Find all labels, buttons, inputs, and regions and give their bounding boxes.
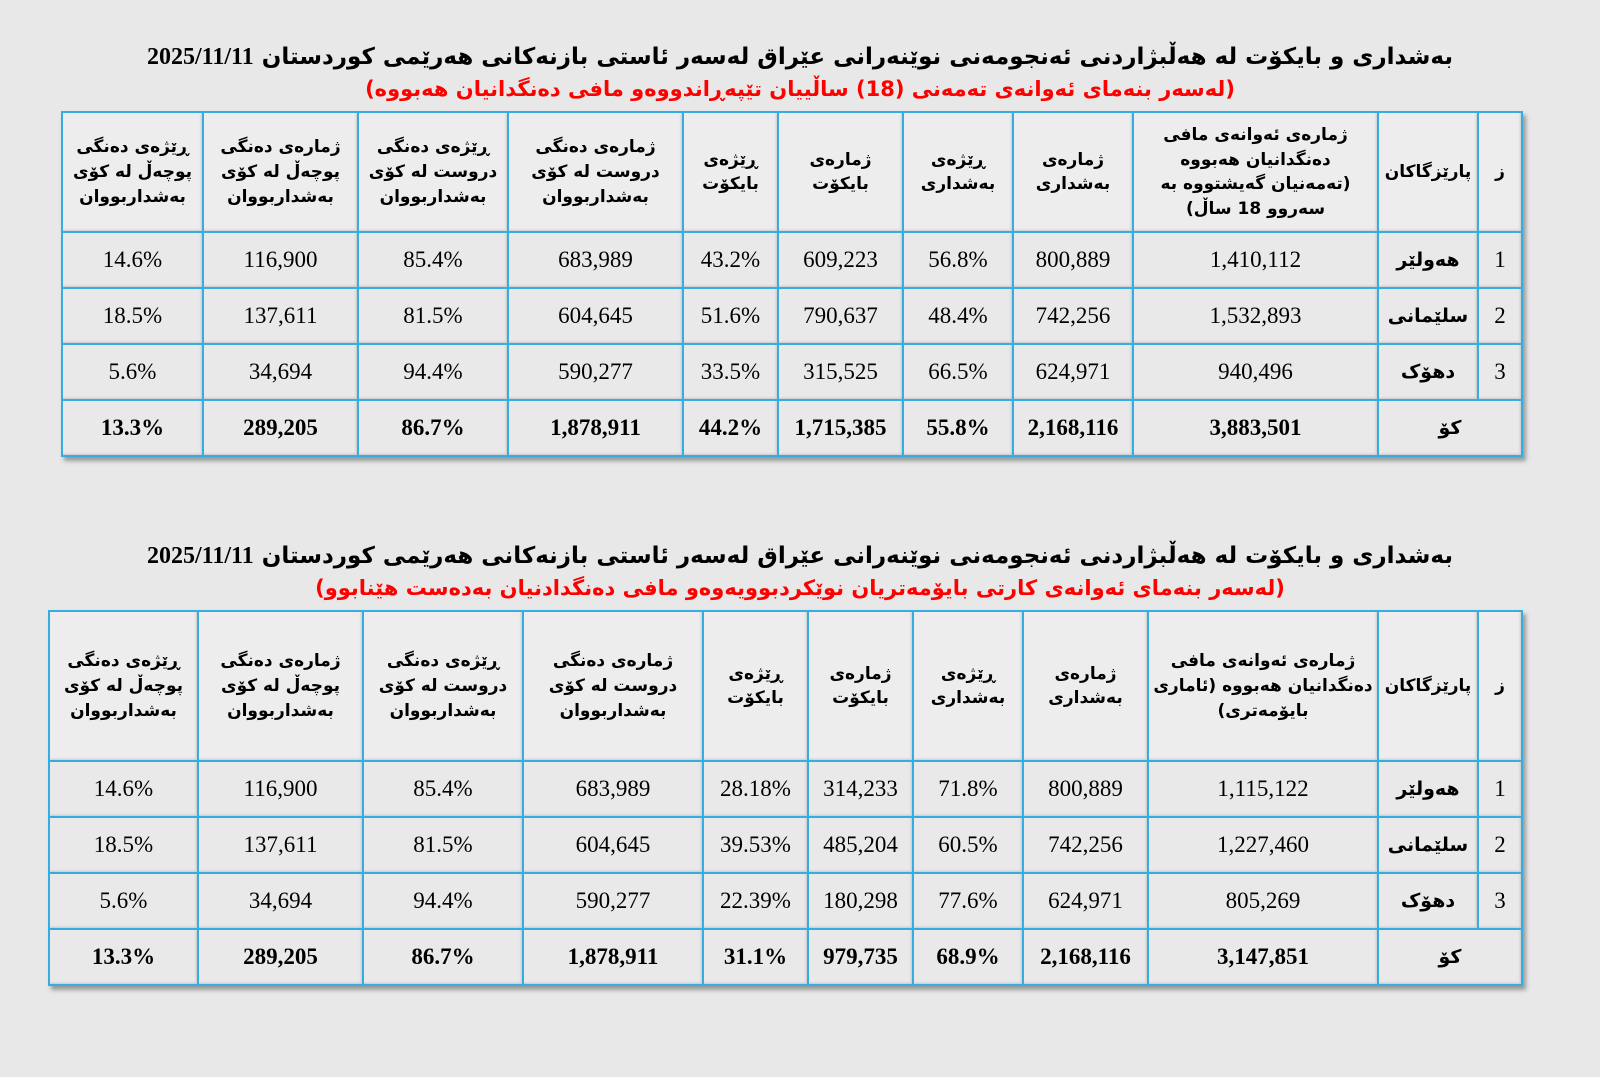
table-row bbox=[49, 817, 1522, 873]
section-age-based bbox=[0, 0, 1600, 457]
cell-valid-rate: 81.5% bbox=[363, 817, 523, 873]
cell-valid-count: 604,645 bbox=[508, 288, 683, 344]
cell-invalid-count: 137,611 bbox=[203, 288, 358, 344]
cell-valid-count: 683,989 bbox=[508, 232, 683, 288]
header-row bbox=[62, 112, 1522, 232]
cell-invalid-rate: 18.5% bbox=[49, 817, 198, 873]
header-cell-valid-rate: ڕێژەی دەنگی دروست لە کۆی بەشداربووان bbox=[358, 112, 508, 232]
cell-boycott-count: 315,525 bbox=[778, 344, 903, 400]
section-title bbox=[0, 0, 1600, 72]
cell-eligible: 1,410,112 bbox=[1133, 232, 1378, 288]
cell-participation-rate: 60.5% bbox=[913, 817, 1023, 873]
total-boycott-count: 979,735 bbox=[808, 929, 913, 985]
cell-valid-count: 683,989 bbox=[523, 761, 703, 817]
header-cell-index: ز bbox=[1478, 112, 1522, 232]
cell-participation-count: 624,971 bbox=[1013, 344, 1133, 400]
results-table-biometric bbox=[48, 610, 1523, 986]
total-invalid-count: 289,205 bbox=[203, 400, 358, 456]
cell-participation-count: 624,971 bbox=[1023, 873, 1148, 929]
cell-invalid-count: 137,611 bbox=[198, 817, 363, 873]
cell-valid-count: 604,645 bbox=[523, 817, 703, 873]
table-row bbox=[62, 288, 1522, 344]
cell-participation-count: 742,256 bbox=[1023, 817, 1148, 873]
cell-province: سلێمانی bbox=[1378, 288, 1478, 344]
cell-participation-rate: 77.6% bbox=[913, 873, 1023, 929]
header-cell-valid-rate: ڕێژەی دەنگی دروست لە کۆی بەشداربووان bbox=[363, 611, 523, 761]
cell-index: 3 bbox=[1478, 873, 1522, 929]
total-boycott-count: 1,715,385 bbox=[778, 400, 903, 456]
section-biometric-based bbox=[0, 457, 1600, 986]
cell-participation-rate: 48.4% bbox=[903, 288, 1013, 344]
cell-boycott-count: 790,637 bbox=[778, 288, 903, 344]
cell-eligible: 940,496 bbox=[1133, 344, 1378, 400]
cell-eligible: 1,227,460 bbox=[1148, 817, 1378, 873]
cell-province: هەولێر bbox=[1378, 761, 1478, 817]
header-cell-boycott-count: ژمارەی بایکۆت bbox=[778, 112, 903, 232]
header-cell-invalid-rate: ڕێژەی دەنگی پوچەڵ لە کۆی بەشداربووان bbox=[62, 112, 203, 232]
table-row bbox=[62, 232, 1522, 288]
total-boycott-rate: 31.1% bbox=[703, 929, 808, 985]
cell-valid-rate: 94.4% bbox=[363, 873, 523, 929]
cell-eligible: 1,115,122 bbox=[1148, 761, 1378, 817]
cell-boycott-rate: 43.2% bbox=[683, 232, 778, 288]
cell-index: 3 bbox=[1478, 344, 1522, 400]
cell-invalid-rate: 14.6% bbox=[62, 232, 203, 288]
cell-participation-count: 800,889 bbox=[1013, 232, 1133, 288]
total-valid-count: 1,878,911 bbox=[508, 400, 683, 456]
cell-valid-rate: 94.4% bbox=[358, 344, 508, 400]
total-participation-count: 2,168,116 bbox=[1013, 400, 1133, 456]
cell-participation-count: 800,889 bbox=[1023, 761, 1148, 817]
section-subtitle: (لەسەر بنەمای ئەوانەی کارتی بایۆمەتریان نوێکردبوویەوەو مافی دەنگدادنیان بەدەست هێنابوو) bbox=[315, 576, 1285, 601]
cell-index: 2 bbox=[1478, 817, 1522, 873]
header-cell-index: ز bbox=[1478, 611, 1522, 761]
total-invalid-rate: 13.3% bbox=[49, 929, 198, 985]
header-cell-valid-count: ژمارەی دەنگی دروست لە کۆی بەشداربووان bbox=[523, 611, 703, 761]
cell-invalid-count: 34,694 bbox=[198, 873, 363, 929]
cell-valid-count: 590,277 bbox=[523, 873, 703, 929]
total-row bbox=[49, 929, 1522, 985]
header-cell-participation-rate: ڕێژەی بەشداری bbox=[903, 112, 1013, 232]
cell-valid-rate: 81.5% bbox=[358, 288, 508, 344]
cell-province: دهۆک bbox=[1378, 873, 1478, 929]
header-cell-invalid-count: ژمارەی دەنگی پوچەڵ لە کۆی بەشداربووان bbox=[203, 112, 358, 232]
cell-participation-rate: 56.8% bbox=[903, 232, 1013, 288]
cell-province: دهۆک bbox=[1378, 344, 1478, 400]
title-date: 2025/11/11 bbox=[147, 543, 254, 570]
total-row bbox=[62, 400, 1522, 456]
cell-index: 1 bbox=[1478, 761, 1522, 817]
header-cell-boycott-count: ژمارەی بایکۆت bbox=[808, 611, 913, 761]
header-cell-boycott-rate: ڕێژەی بایکۆت bbox=[683, 112, 778, 232]
header-cell-province: پارێزگاکان bbox=[1378, 112, 1478, 232]
header-cell-invalid-rate: ڕێژەی دەنگی پوچەڵ لە کۆی بەشداربووان bbox=[49, 611, 198, 761]
cell-boycott-count: 485,204 bbox=[808, 817, 913, 873]
cell-invalid-count: 116,900 bbox=[198, 761, 363, 817]
total-label-cell: کۆ bbox=[1378, 400, 1522, 456]
total-participation-rate: 55.8% bbox=[903, 400, 1013, 456]
total-valid-count: 1,878,911 bbox=[523, 929, 703, 985]
table-row bbox=[62, 344, 1522, 400]
total-eligible: 3,147,851 bbox=[1148, 929, 1378, 985]
cell-invalid-count: 34,694 bbox=[203, 344, 358, 400]
cell-province: سلێمانی bbox=[1378, 817, 1478, 873]
total-valid-rate: 86.7% bbox=[363, 929, 523, 985]
title-date: 2025/11/11 bbox=[147, 44, 254, 70]
cell-boycott-count: 314,233 bbox=[808, 761, 913, 817]
total-eligible: 3,883,501 bbox=[1133, 400, 1378, 456]
total-participation-rate: 68.9% bbox=[913, 929, 1023, 985]
cell-boycott-rate: 33.5% bbox=[683, 344, 778, 400]
header-cell-boycott-rate: ڕێژەی بایکۆت bbox=[703, 611, 808, 761]
header-cell-eligible: ژمارەی ئەوانەی مافی دەنگدانیان هەبووە (ئاماری بایۆمەتری) bbox=[1148, 611, 1378, 761]
section-subtitle: (لەسەر بنەمای ئەوانەی تەمەنی (18) ساڵییان تێپەڕاندووەو مافی دەنگدانیان هەبووە) bbox=[365, 77, 1235, 101]
header-cell-participation-count: ژمارەی بەشداری bbox=[1023, 611, 1148, 761]
header-cell-participation-rate: ڕێژەی بەشداری bbox=[913, 611, 1023, 761]
cell-invalid-rate: 18.5% bbox=[62, 288, 203, 344]
section-title bbox=[0, 457, 1600, 571]
cell-invalid-count: 116,900 bbox=[203, 232, 358, 288]
cell-boycott-rate: 28.18% bbox=[703, 761, 808, 817]
cell-province: هەولێر bbox=[1378, 232, 1478, 288]
cell-index: 1 bbox=[1478, 232, 1522, 288]
total-invalid-rate: 13.3% bbox=[62, 400, 203, 456]
cell-boycott-rate: 51.6% bbox=[683, 288, 778, 344]
header-cell-invalid-count: ژمارەی دەنگی پوچەڵ لە کۆی بەشداربووان bbox=[198, 611, 363, 761]
results-table-age bbox=[61, 111, 1523, 457]
cell-valid-rate: 85.4% bbox=[363, 761, 523, 817]
header-cell-eligible: ژمارەی ئەوانەی مافی دەنگدانیان هەبووە (تەمەنیان گەیشتووە بە سەروو 18 ساڵ) bbox=[1133, 112, 1378, 232]
header-cell-valid-count: ژمارەی دەنگی دروست لە کۆی بەشداربووان bbox=[508, 112, 683, 232]
cell-eligible: 805,269 bbox=[1148, 873, 1378, 929]
cell-participation-rate: 71.8% bbox=[913, 761, 1023, 817]
header-cell-province: پارێزگاکان bbox=[1378, 611, 1478, 761]
table-row bbox=[49, 873, 1522, 929]
cell-boycott-count: 180,298 bbox=[808, 873, 913, 929]
cell-participation-rate: 66.5% bbox=[903, 344, 1013, 400]
total-boycott-rate: 44.2% bbox=[683, 400, 778, 456]
cell-boycott-count: 609,223 bbox=[778, 232, 903, 288]
title-text: بەشداری و بایکۆت لە هەڵبژاردنی ئەنجومەنی نوێنەرانی عێراق لەسەر ئاستی بازنەکانی هەرێمی کوردستان bbox=[261, 543, 1453, 570]
total-invalid-count: 289,205 bbox=[198, 929, 363, 985]
total-valid-rate: 86.7% bbox=[358, 400, 508, 456]
total-participation-count: 2,168,116 bbox=[1023, 929, 1148, 985]
table-row bbox=[49, 761, 1522, 817]
total-label-cell: کۆ bbox=[1378, 929, 1522, 985]
cell-invalid-rate: 5.6% bbox=[49, 873, 198, 929]
header-row bbox=[49, 611, 1522, 761]
cell-index: 2 bbox=[1478, 288, 1522, 344]
cell-boycott-rate: 39.53% bbox=[703, 817, 808, 873]
cell-invalid-rate: 5.6% bbox=[62, 344, 203, 400]
header-cell-participation-count: ژمارەی بەشداری bbox=[1013, 112, 1133, 232]
cell-participation-count: 742,256 bbox=[1013, 288, 1133, 344]
cell-invalid-rate: 14.6% bbox=[49, 761, 198, 817]
title-text: بەشداری و بایکۆت لە هەڵبژاردنی ئەنجومەنی نوێنەرانی عێراق لەسەر ئاستی بازنەکانی هەرێمی کوردستان bbox=[261, 44, 1453, 70]
cell-valid-rate: 85.4% bbox=[358, 232, 508, 288]
cell-eligible: 1,532,893 bbox=[1133, 288, 1378, 344]
cell-valid-count: 590,277 bbox=[508, 344, 683, 400]
cell-boycott-rate: 22.39% bbox=[703, 873, 808, 929]
